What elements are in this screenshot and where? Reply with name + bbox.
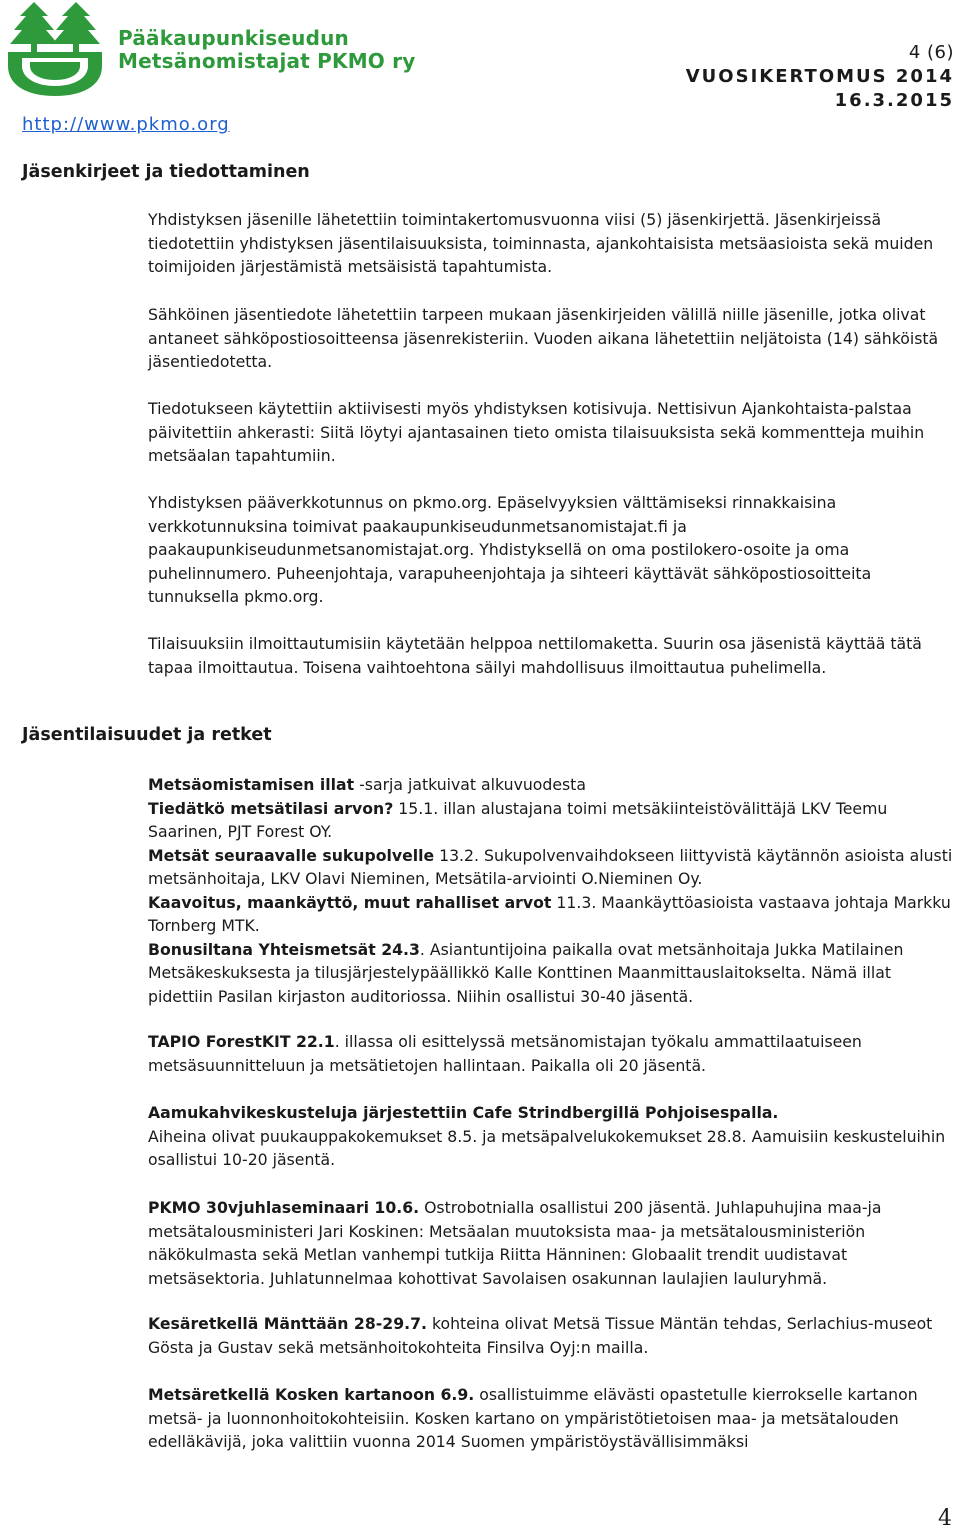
illat-title: Metsäomistamisen illat -sarja jatkuivat alkuvuodesta — [148, 775, 586, 794]
illat-item-3: Kaavoitus, maankäyttö, muut rahalliset arvot 11.3. Maankäyttöasioista vastaava johtaja Markku Tornberg MTK. — [148, 892, 951, 935]
paragraph-tapio: TAPIO ForestKIT 22.1. illassa oli esittelyssä metsänomistajan työkalu ammattilaatuiseen metsäsuunnitteluun ja metsätietojen hallintaan. Paikalla oli 20 jäsentä. — [148, 1032, 862, 1075]
illat-item-1: Tiedätkö metsätilasi arvon? 15.1. illan alustajana toimi metsäkiinteistövälittäjä LKV Teemu Saarinen, PJT Forest OY. — [148, 798, 888, 841]
paragraph-juhlaseminaari: PKMO 30vjuhlaseminaari 10.6. Ostrobotnialla osallistui 200 jäsentä. Juhlapuhujina maa-ja metsätalousministeri Jari Koskinen: Metsäalan muutoksista maa- ja metsätalousministeriön näkökulmasta sekä Metlan vanhempi tutkija Riitta Hänninen: Globaalit trendit uudistavat metsäsektoria. Juhlatunnelmaa kohottivat Savolaisen osakunnan laulajien lauluryhmä. — [148, 1198, 882, 1288]
page-indicator: 4 (6) — [908, 42, 954, 63]
document-title: VUOSIKERTOMUS 2014 — [685, 66, 954, 87]
paragraph-metsaretki: Metsäretkellä Kosken kartanoon 6.9. osallistuimme elävästi opastetulle kierrokselle kartanon metsä- ja luonnonhoitokohteisiin. Kosken kartano on ympäristötietoisen maa- ja metsätalouden edelläkävijä, joka valittiin vuonna 2014 Suomen ympäristöystävällisimmäksi — [148, 1385, 918, 1451]
paragraph-ilmoittautuminen: Tilaisuuksiin ilmoittautumisiin käytetään helppoa nettilomaketta. Suurin osa jäsenistä käyttää tätä tapaa ilmoittautua. Toisena vaihtoehtona säilyi mahdollisuus ilmoittautua puhelimella. — [148, 634, 922, 677]
paragraph-kesaretki: Kesäretkellä Mänttään 28-29.7. kohteina olivat Metsä Tissue Mäntän tehdas, Serlachius-museot Gösta ja Gustav sekä metsänhoitokohteita Finsilva Oyj:n mailla. — [148, 1314, 933, 1357]
pkmo-logo — [4, 2, 106, 98]
illat-block — [148, 773, 960, 1008]
paragraph-jasenkirjeet-1: Yhdistyksen jäsenille lähetettiin toimintakertomusvuonna viisi (5) jäsenkirjettä. Jäsenkirjeissä tiedotettiin yhdistyksen jäsentilaisuuksista, toiminnasta, ajankohtaisista metsäasioista sekä muiden toimijoiden järjestämistä metsäisistä tapahtumista. — [148, 210, 934, 276]
footer-page-number: 4 — [938, 1506, 952, 1531]
paragraph-jasentiedote: Sähköinen jäsentiedote lähetettiin tarpeen mukaan jäsenkirjeiden välillä niille jäsenille, jotka olivat antaneet sähköpostiosoitteensa jäsenrekisteriin. Vuoden aikana lähetettiin neljätoista (14) sähköistä jäsentiedotetta. — [148, 305, 939, 371]
org-name-line1: Pääkaupunkiseudun — [118, 26, 349, 50]
section-heading-jasenkirjeet: Jäsenkirjeet ja tiedottaminen — [22, 162, 310, 182]
org-name-line2: Metsänomistajat PKMO ry — [118, 49, 416, 73]
paragraph-aamukahvi: Aamukahvikeskusteluja järjestettiin Cafe Strindbergillä Pohjoisespalla. Aiheina olivat puukauppakokemukset 8.5. ja metsäpalvelukokemukset 28.8. Aamuisiin keskusteluihin osallistui 10-20 jäsentä. — [148, 1103, 946, 1169]
website-link[interactable]: http://www.pkmo.org — [22, 114, 230, 135]
document-date: 16.3.2015 — [834, 90, 954, 111]
section-heading-tilaisuudet: Jäsentilaisuudet ja retket — [22, 725, 272, 745]
paragraph-verkkotunnus: Yhdistyksen pääverkkotunnus on pkmo.org. Epäselvyyksien välttämiseksi rinnakkaisina verkkotunnuksina toimivat paakaupunkiseudunmetsanomistajat.fi ja paakaupunkiseudunmetsanomistajat.org. Yhdistyksellä on oma postilokero-osoite ja oma puhelinnumero. Puheenjohtaja, varapuheenjohtaja ja sihteeri käyttävät sähköpostiosoitteita tunnuksella pkmo.org. — [148, 493, 872, 606]
illat-item-4: Bonusiltana Yhteismetsät 24.3. Asiantuntijoina paikalla ovat metsänhoitaja Jukka Matilainen Metsäkeskuksesta ja tilusjärjestelypäällikkö Kalle Konttinen Maanmittauslaitokselta. Nämä illat pidettiin Pasilan kirjaston auditoriossa. Niihin osallistui 30-40 jäsentä. — [148, 939, 904, 1006]
illat-item-2: Metsät seuraavalle sukupolvelle 13.2. Sukupolvenvaihdokseen liittyvistä käytännön asioista alusti metsänhoitaja, LKV Olavi Nieminen, Metsätila-arviointi O.Nieminen Oy. — [148, 845, 953, 888]
paragraph-kotisivut: Tiedotukseen käytettiin aktiivisesti myös yhdistyksen kotisivuja. Nettisivun Ajankohtaista-palstaa päivitettiin ahkerasti: Siitä löytyi ajantasainen tieto omista tilaisuuksista sekä kommentteja muihin metsäalan tapahtumiin. — [148, 399, 925, 465]
